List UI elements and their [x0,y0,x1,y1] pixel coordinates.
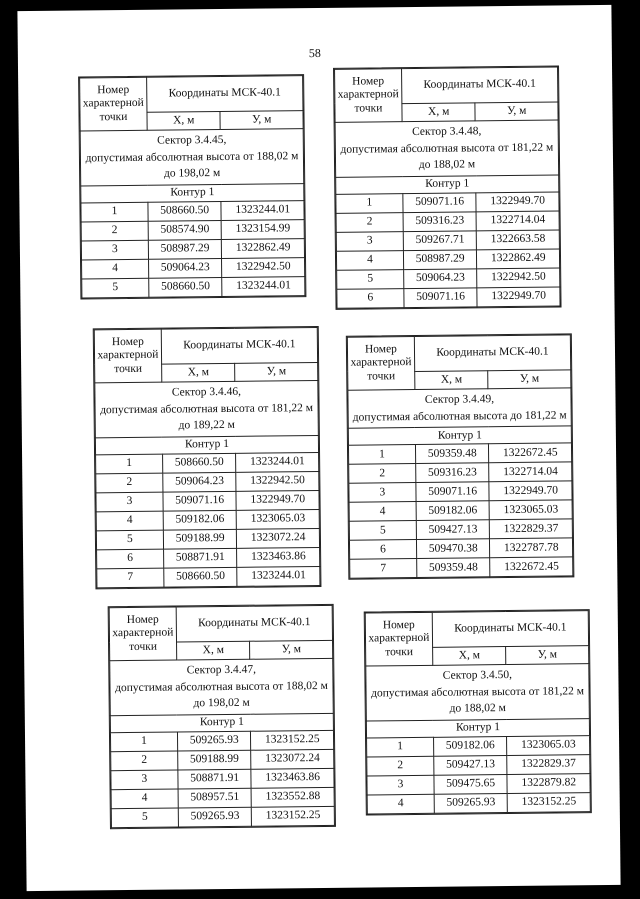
coordinates-header: Координаты МСК-40.1 [401,67,557,104]
point-header: Номер характерной точки [80,77,147,131]
contour-label: Контур 1 [95,436,318,455]
y-header: У, м [220,111,303,130]
point-number: 2 [111,751,178,771]
point-number: 1 [96,454,163,474]
point-number: 2 [336,213,403,233]
point-number: 3 [96,492,163,512]
y-header: У, м [488,370,571,389]
y-value: 1323463.86 [251,768,334,788]
table-row [96,510,319,531]
x-value: 509182.06 [163,510,237,530]
point-number: 2 [81,221,148,241]
x-header: Х, м [176,641,250,660]
sector-height: допустимая абсолютная высота от 188,02 м до 198,02 м [85,149,299,180]
table-row [349,462,572,483]
point-number: 5 [111,808,178,828]
x-value: 509064.23 [404,269,478,289]
x-value: 508957.51 [178,788,252,808]
sector-description [348,388,571,429]
point-number: 3 [336,232,403,252]
sector-table-3-4-48 [333,65,562,309]
x-value: 508660.50 [148,202,222,222]
y-value: 1322949.70 [489,481,572,501]
table-row [349,500,572,521]
table-row [96,453,319,474]
point-number: 1 [336,194,403,214]
table-row [81,220,304,241]
table-row [111,768,334,789]
table-row [336,192,559,213]
contour-label: Контур 1 [348,426,571,445]
x-value: 509071.16 [404,288,478,308]
y-value: 1323244.01 [221,201,304,221]
sector-description [335,120,559,177]
x-value: 508574.90 [148,221,222,241]
x-value: 509188.99 [178,750,252,770]
x-value: 509265.93 [434,794,508,814]
point-number: 5 [82,278,149,298]
table-row [111,806,334,827]
y-value: 1322829.37 [490,519,573,539]
y-value: 1322663.58 [477,230,560,250]
x-value: 509427.13 [434,756,508,776]
x-value: 508987.29 [148,240,222,260]
y-value: 1322942.50 [222,258,305,278]
table-row [349,481,572,502]
point-number: 4 [82,259,149,279]
point-number: 4 [367,794,434,814]
y-value: 1323072.24 [237,529,320,549]
sector-title: Сектор 3.4.50, [442,668,513,682]
point-number: 1 [81,202,148,222]
point-number: 4 [111,789,178,809]
y-value: 1322862.49 [477,249,560,269]
table-row [367,736,590,757]
y-value: 1322787.78 [490,538,573,558]
point-number: 5 [96,530,163,550]
sector-title: Сектор 3.4.48, [412,125,482,139]
point-number: 3 [111,770,178,790]
table-row [336,230,559,251]
table-row [367,793,590,814]
x-value: 509316.23 [403,212,477,232]
x-value: 508987.29 [403,250,477,270]
x-value: 509064.23 [163,472,237,492]
table-row [367,755,590,776]
point-number: 7 [97,568,164,588]
x-value: 509359.48 [417,558,491,578]
sector-height: допустимая абсолютная высота от 181,22 м до 188,02 м [340,141,554,172]
table-row [82,258,305,279]
document-page [17,5,620,891]
table-row [97,548,320,569]
y-value: 1322942.50 [477,268,560,288]
y-header: У, м [235,362,318,381]
point-header: Номер характерной точки [109,607,176,661]
coordinates-header: Координаты МСК-40.1 [414,335,570,372]
x-value: 508660.50 [162,453,236,473]
sector-table-3-4-50 [364,609,592,815]
x-value: 509475.65 [434,775,508,795]
sector-table-3-4-46 [93,326,322,589]
sector-title: Сектор 3.4.47, [186,663,256,677]
table-row [82,277,305,298]
table-row [336,249,559,270]
sector-description [80,129,304,186]
point-number: 5 [337,270,404,290]
y-value: 1323244.01 [222,277,305,297]
table-row [96,472,319,493]
y-value: 1323552.88 [252,787,335,807]
table-row [110,730,333,751]
table-row [337,287,560,308]
sector-height: допустимая абсолютная высота от 181,22 м до 188,02 м [371,684,585,715]
x-value: 509071.16 [403,193,477,213]
coordinates-header: Координаты МСК-40.1 [432,611,588,648]
sector-table-3-4-49 [346,333,575,580]
contour-label: Контур 1 [366,719,589,738]
point-number: 5 [349,521,416,541]
point-header: Номер характерной точки [347,336,414,390]
sector-title: Сектор 3.4.46, [171,385,242,399]
x-value: 509470.38 [416,539,490,559]
x-value: 509265.93 [177,731,251,751]
y-value: 1323065.03 [490,500,573,520]
y-value: 1322672.45 [489,443,572,463]
table-row [97,567,320,588]
x-value: 509188.99 [163,529,237,549]
point-number: 1 [348,445,415,465]
point-number: 6 [349,540,416,560]
sector-description [110,658,334,715]
table-row [81,239,304,260]
coordinates-header: Координаты МСК-40.1 [176,605,332,642]
y-header: У, м [250,640,333,659]
page-number: 58 [308,45,321,61]
point-header: Номер характерной точки [335,69,402,123]
point-number: 4 [349,502,416,522]
x-value: 509316.23 [416,463,490,483]
table-row [81,201,304,222]
y-header: У, м [506,646,589,665]
table-row [350,557,573,578]
y-header: У, м [475,102,558,121]
point-number: 2 [367,756,434,776]
y-value: 1322862.49 [222,239,305,259]
x-value: 508871.91 [178,769,252,789]
point-number: 6 [337,289,404,309]
point-number: 4 [96,511,163,531]
y-value: 1322879.82 [507,774,590,794]
sector-table-3-4-47 [108,604,336,829]
y-value: 1322672.45 [490,557,573,577]
point-number: 3 [349,483,416,503]
y-value: 1323152.25 [252,806,335,826]
point-number: 2 [349,464,416,484]
x-header: Х, м [432,647,506,666]
y-value: 1323463.86 [237,548,320,568]
table-row [96,491,319,512]
x-header: Х, м [162,363,236,382]
sector-height: допустимая абсолютная высота от 188,02 м до 198,02 м [115,679,328,710]
sector-title: Сектор 3.4.45, [157,133,227,147]
x-value: 509071.16 [416,482,490,502]
table-row [337,268,560,289]
x-header: Х, м [402,103,476,122]
y-value: 1323065.03 [507,736,590,756]
x-value: 509182.06 [416,501,490,521]
y-value: 1322942.50 [236,472,319,492]
sector-description [95,381,319,438]
table-row [111,787,334,808]
point-number: 7 [350,559,417,579]
x-value: 508871.91 [163,548,237,568]
contour-label: Контур 1 [110,713,333,732]
table-row [349,538,572,559]
sector-title: Сектор 3.4.49, [424,393,495,406]
sector-table-3-4-45 [78,74,306,299]
contour-label: Контур 1 [81,184,304,203]
y-value: 1322829.37 [507,755,590,775]
x-value: 509265.93 [178,807,252,827]
table-row [111,749,334,770]
x-value: 508660.50 [164,567,238,587]
x-value: 509064.23 [148,259,222,279]
x-value: 508660.50 [149,278,223,298]
table-row [336,211,559,232]
point-number: 3 [81,240,148,260]
x-value: 509267.71 [403,231,477,251]
y-value: 1322949.70 [236,491,319,511]
x-header: Х, м [147,111,221,130]
point-header: Номер характерной точки [94,329,161,383]
x-header: Х, м [415,371,489,390]
point-number: 1 [110,732,177,752]
sector-description [366,664,590,721]
sector-height: допустимая абсолютная высота до 181,22 м [352,409,567,424]
y-value: 1323072.24 [251,749,334,769]
contour-label: Контур 1 [336,175,559,194]
y-value: 1323065.03 [237,510,320,530]
x-value: 509427.13 [416,520,490,540]
y-value: 1323154.99 [222,220,305,240]
x-value: 509359.48 [415,444,489,464]
x-value: 509182.06 [433,737,507,757]
table-row [348,443,571,464]
point-number: 6 [97,549,164,569]
point-number: 2 [96,473,163,493]
coordinates-header: Координаты МСК-40.1 [161,328,317,365]
point-number: 1 [367,737,434,757]
table-row [349,519,572,540]
point-number: 4 [336,251,403,271]
coordinates-header: Координаты МСК-40.1 [146,76,302,113]
y-value: 1323244.01 [237,567,320,587]
table-row [367,774,590,795]
sector-height: допустимая абсолютная высота от 181,22 м до 189,22 м [100,401,314,432]
table-row [96,529,319,550]
point-header: Номер характерной точки [365,612,432,666]
y-value: 1323244.01 [236,453,319,473]
point-number: 3 [367,775,434,795]
y-value: 1323152.25 [508,793,591,813]
y-value: 1323152.25 [251,730,334,750]
y-value: 1322714.04 [477,211,560,231]
y-value: 1322714.04 [489,462,572,482]
y-value: 1322949.70 [476,192,559,212]
x-value: 509071.16 [163,491,237,511]
y-value: 1322949.70 [477,287,560,307]
